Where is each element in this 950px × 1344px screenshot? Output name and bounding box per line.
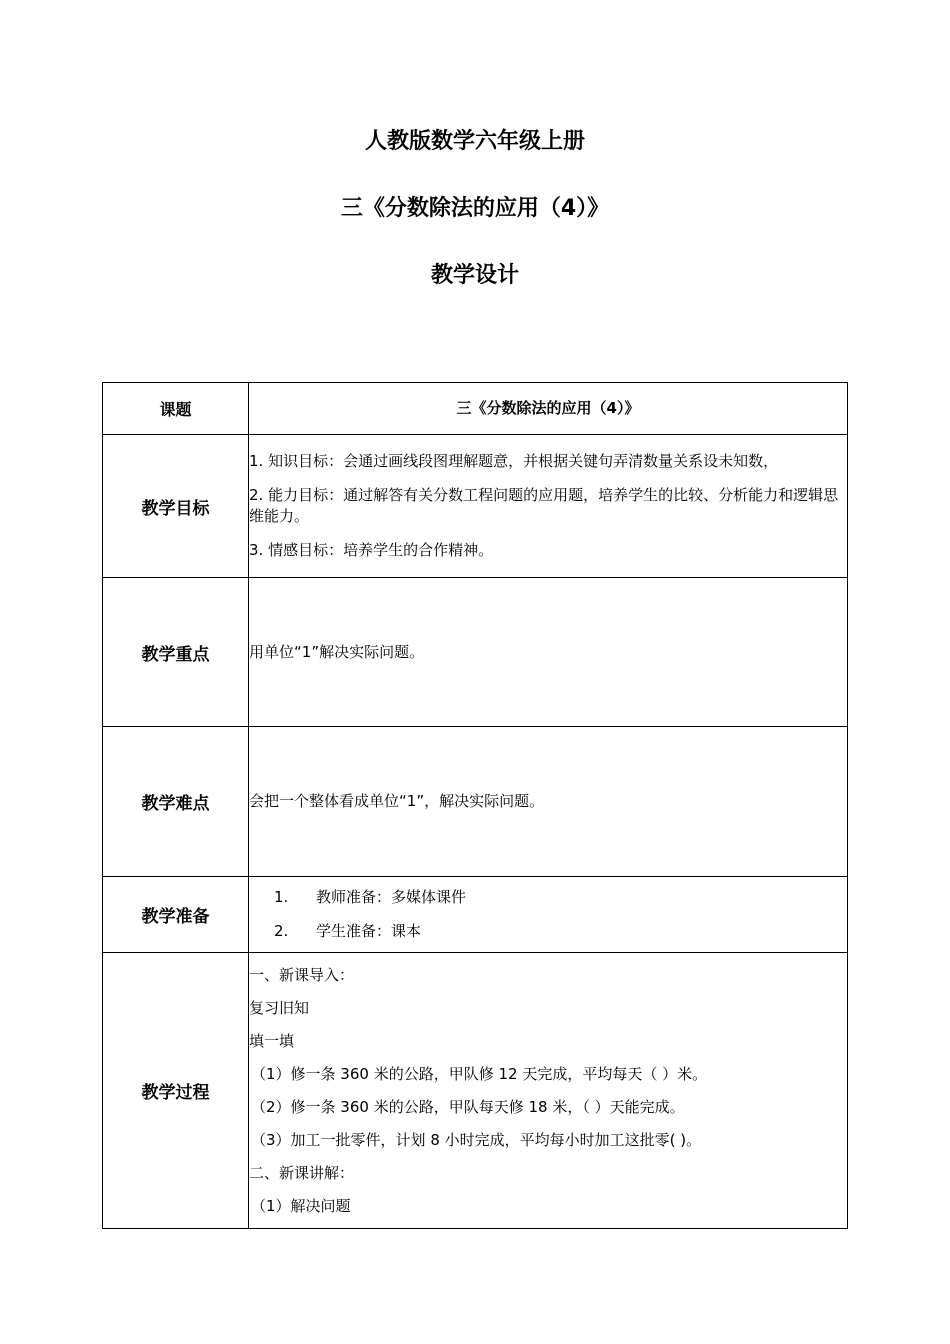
document-subtitle: 教学设计 bbox=[430, 263, 519, 288]
prep-number: 1. bbox=[274, 888, 289, 906]
goal-item: 1. 知识目标：会通过画线段图理解题意，并根据关键句弄清数量关系设未知数， bbox=[249, 452, 779, 470]
prep-item bbox=[249, 915, 847, 949]
row-difficulties bbox=[103, 727, 848, 877]
preparation-content bbox=[249, 877, 848, 953]
row-key-points bbox=[103, 578, 848, 727]
row-subject bbox=[103, 383, 848, 435]
subject-value: 三《分数除法的应用（4）》 bbox=[249, 383, 848, 435]
lesson-title: 三《分数除法的应用（4）》 bbox=[340, 196, 610, 221]
process-line: （1）解决问题 bbox=[251, 1196, 351, 1215]
goal-item: 3. 情感目标：培养学生的合作精神。 bbox=[249, 541, 494, 559]
process-label: 教学过程 bbox=[103, 953, 249, 1229]
process-line: 二、新课讲解： bbox=[249, 1163, 355, 1182]
preparation-label: 教学准备 bbox=[103, 877, 249, 953]
document-title: 人教版数学六年级上册 bbox=[364, 129, 585, 154]
goal-item: 2. 能力目标：通过解答有关分数工程问题的应用题，培养学生的比较、分析能力和逻辑思维能力。 bbox=[249, 486, 839, 525]
process-line: （3）加工一批零件，计划 8 小时完成，平均每小时加工这批零( )。 bbox=[251, 1130, 702, 1149]
goals-content bbox=[249, 435, 848, 578]
process-line: （2）修一条 360 米的公路，甲队每天修 18 米，（ ）天能完成。 bbox=[251, 1097, 685, 1116]
prep-text: 教师准备：多媒体课件 bbox=[316, 888, 467, 906]
difficulties-label: 教学难点 bbox=[103, 727, 249, 877]
row-process bbox=[103, 953, 848, 1229]
process-content bbox=[249, 953, 848, 1229]
lesson-plan-table bbox=[102, 382, 848, 1229]
process-line: 一、新课导入： bbox=[249, 965, 355, 984]
key-points-label: 教学重点 bbox=[103, 578, 249, 727]
row-preparation bbox=[103, 877, 848, 953]
prep-item bbox=[249, 881, 847, 915]
prep-text: 学生准备：课本 bbox=[316, 922, 422, 940]
process-line: （1）修一条 360 米的公路，甲队修 12 天完成，平均每天（ ）米。 bbox=[251, 1064, 708, 1083]
goals-label: 教学目标 bbox=[103, 435, 249, 578]
key-points-value: 用单位“1”解决实际问题。 bbox=[249, 578, 848, 727]
subject-label: 课题 bbox=[103, 383, 249, 435]
prep-number: 2. bbox=[274, 922, 289, 940]
row-goals bbox=[103, 435, 848, 578]
difficulties-value: 会把一个整体看成单位“1”，解决实际问题。 bbox=[249, 727, 848, 877]
process-line: 复习旧知 bbox=[249, 998, 310, 1017]
process-line: 填一填 bbox=[249, 1031, 295, 1050]
